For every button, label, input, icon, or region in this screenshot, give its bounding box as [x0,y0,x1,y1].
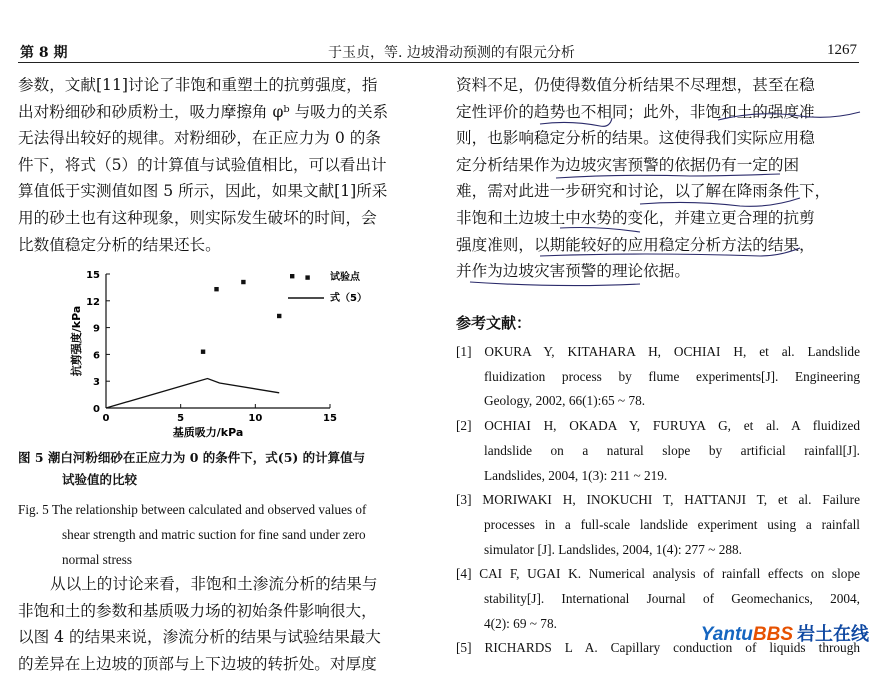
reference-line: [4] CAI F, UGAI K. Numerical analysis of rainfall effects on slope [456,566,860,582]
y-axis-label: 抗剪强度/kPa [70,305,83,377]
legend-label: 试验点 [330,272,360,283]
x-tick-label: 10 [248,413,263,424]
data-point [305,275,309,279]
reference-line: [1] OKURA Y, KITAHARA H, OCHIAI H, et al. Landslide [456,344,860,359]
paragraph [18,571,428,677]
reference-line: [3] MORIWAKI H, INOKUCHI T, HATTANJI T, et al. Failure [456,492,860,508]
y-tick-label: 15 [86,270,100,281]
text-line: 非饱和土边坡土中水势的变化，并建立更合理的抗剪 [456,208,815,227]
right-paragraph [456,72,862,285]
text-line: 比数值稳定分析的结果还长。 [18,235,221,254]
y-tick-label: 12 [86,296,100,308]
data-point [241,280,245,284]
reference-line: 4(2): 69 ~ 78. [484,615,557,631]
reference-item [456,488,860,562]
reference-item [456,340,860,414]
text-line: 件下，将式（5）的计算值与试验值相比，可以看出计 [18,155,387,174]
text-line: 出对粉细砂和砂质粉土，吸力摩擦角 φᵇ 与吸力的关系 [18,102,389,121]
reference-line: stability[J]. International Journal of Geomechanics, 2004, [484,591,860,607]
x-tick-label: 0 [102,413,110,424]
x-tick-label: 5 [177,413,185,424]
reference-list [456,340,860,661]
x-tick-label: 15 [323,413,337,424]
paragraph [18,72,428,258]
chart-marks [106,275,310,408]
reference-item [456,414,860,488]
text-line: 以图 4 的结果来说，渗流分析的结果与试验结果最大 [18,628,381,647]
text-line: 从以上的讨论来看，非饱和土渗流分析的结果与 [50,575,378,593]
paragraph [456,72,862,285]
running-title: 于玉贞，等. 边坡滑动预测的有限元分析 [328,45,575,61]
page-number: 1267 [827,42,857,58]
text-line: 难，需对此进一步研究和讨论，以了解在降雨条件下， [456,182,831,201]
reference-line: [2] OCHIAI H, OKADA Y, FURUYA G, et al. A fluidized [456,418,860,434]
text-line: 强度准则，以期能较好的应用稳定分析方法的结果， [456,235,815,254]
site-watermark-logo [701,620,869,646]
chart-ticks [86,270,337,424]
text-line: 定分析结果作为边坡灾害预警的依据仍有一定的困 [456,155,800,174]
figure-caption-english [18,497,428,572]
data-point [277,314,281,318]
y-tick-label: 3 [93,377,100,389]
data-point [214,287,218,291]
text-line: 参数，文献[11]讨论了非饱和重塑土的抗剪强度，指 [18,76,378,94]
issue-number: 第 8 期 [20,45,68,61]
legend-label: 式（5） [330,293,367,304]
text-line: 则，也影响稳定分析的结果。这使得我们实际应用稳 [456,129,815,148]
left-paragraph-top [18,72,428,258]
reference-line: simulator [J]. Landslides, 2004, 1(4): 277 ~ 288. [484,541,742,557]
watermark-text: BBS [752,624,793,645]
text-line: 非饱和土的参数和基质吸力场的初始条件影响很大， [18,601,377,620]
watermark-text: Yantu [700,624,753,645]
reference-line: Landslides, 2004, 1(3): 211 ~ 219. [484,467,668,483]
y-tick-label: 9 [93,323,100,335]
references-heading: 参考文献： [456,314,532,332]
left-paragraph-bottom [18,571,428,677]
text-line: 算值低于实测值如图 5 所示，因此，如果文献[1]所采 [18,182,388,201]
text-line: 的差异在上边坡的顶部与上下边坡的转折处。对厚度 [18,654,377,673]
text-line: 定性评价的趋势也不相同；此外，非饱和土的强度准 [456,102,815,121]
chart-legend [288,270,367,304]
figure-caption-chinese [18,447,428,491]
text-line: 并作为边坡灾害预警的理论依据。 [456,262,690,281]
watermark-text: 岩土在线 [797,624,869,644]
series-line [106,379,279,409]
reference-line: landslide on a natural slope by artificial rainfall[J]. [484,442,860,458]
text-line: 用的砂土也有这种现象，则实际发生破坏的时间，会 [18,208,377,227]
text-line: 资料不足，仍使得数值分析结果不尽理想，甚至在稳 [456,76,815,94]
y-tick-label: 0 [93,404,100,415]
caption-line: 试验值的比较 [62,472,138,487]
running-header [18,40,859,63]
text-line: 无法得出较好的规律。对粉细砂，在正应力为 0 的条 [18,129,381,148]
caption-line: 图 5 潮白河粉细砂在正应力为 0 的条件下，式(5) 的计算值与 [18,450,366,465]
reference-line: fluidization process by flume experiments[J]. Engineering [484,368,860,384]
reference-line: [5] RICHARDS L A. Capillary conduction of liquids through [456,640,860,656]
figure-5-chart [70,264,390,444]
reference-line: processes in a full-scale landslide experiment using a rainfall [484,516,860,532]
data-point [201,350,205,354]
chart-axes [106,274,330,408]
y-tick-label: 6 [93,350,100,362]
legend-marker-point [290,274,294,278]
caption-line: Fig. 5 The relationship between calculated and observed values of [18,502,367,517]
caption-line: shear strength and matric suction for fine sand under zero [62,527,366,542]
caption-line: normal stress [62,552,132,567]
reference-line: Geology, 2002, 66(1):65 ~ 78. [484,393,646,409]
x-axis-label: 基质吸力/kPa [172,426,244,439]
